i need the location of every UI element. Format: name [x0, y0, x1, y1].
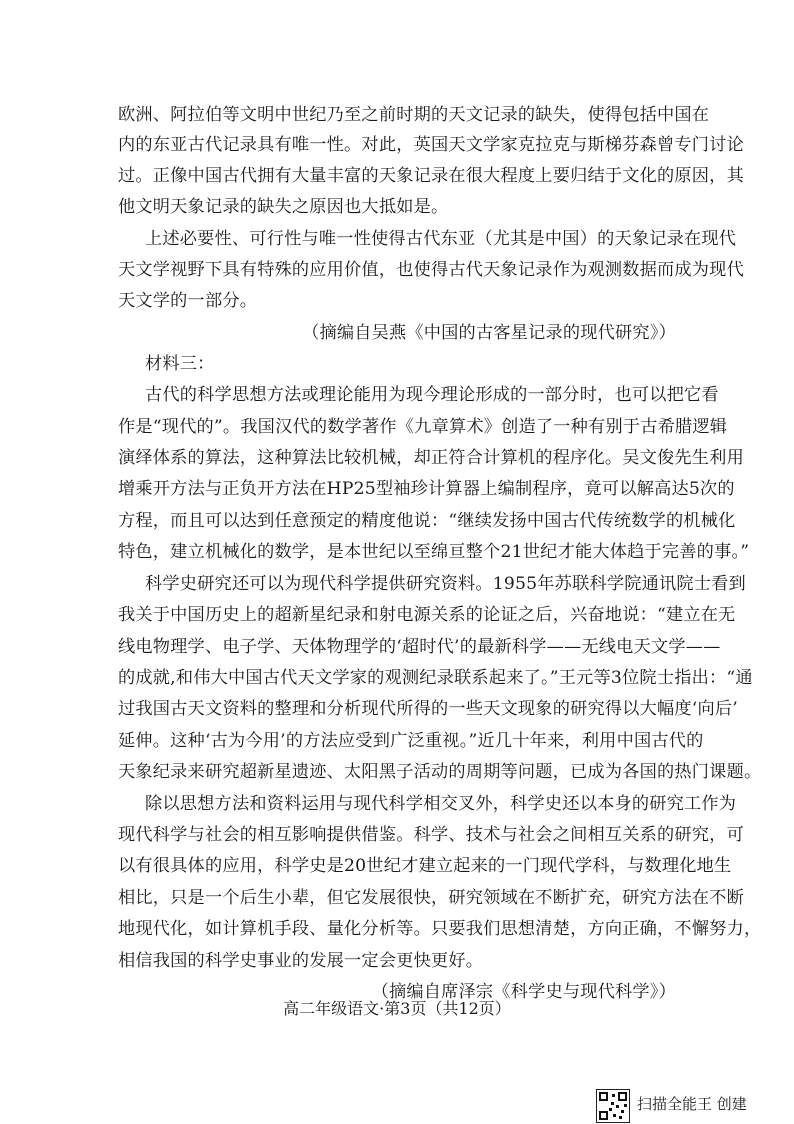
text-line: 欧洲、阿拉伯等文明中世纪乃至之前时期的天文记录的缺失，使得包括中国在 [118, 105, 710, 125]
scanner-watermark: 扫描全能王 创建 [637, 1095, 747, 1113]
text-line: 方程，而且可以达到任意预定的精度他说：“继续发扬中国古代传统数学的机械化 [118, 511, 736, 531]
text-line: 延伸。这种‘古为今用’的方法应受到广泛重视。”近几十年来，利用中国古代的 [118, 731, 704, 751]
text-line: 的成就,和伟大中国古代天文学家的观测纪录联系起来了。”王元等3位院士指出：“通 [118, 668, 753, 688]
text-line: 天文学视野下具有特殊的应用价值，也使得古代天象记录作为观测数据而成为现代 [118, 260, 744, 280]
text-line: 天象纪录来研究超新星遗迹、太阳黑子活动的周期等问题，已成为各国的热门课题。 [118, 762, 762, 782]
text-line: 以有很具体的应用，科学史是20世纪才建立起来的一门现代学科，与数理化地生 [118, 856, 732, 876]
text-line: 上述必要性、可行性与唯一性使得古代东亚（尤其是中国）的天象记录在现代 [145, 229, 737, 249]
source-citation: （摘编自席泽宗《科学史与现代科学》） [371, 982, 676, 1002]
page-footer: 高二年级语文·第3页（共12页） [283, 999, 511, 1018]
qr-code-icon [596, 1089, 630, 1123]
source-citation: （摘编自吴燕《中国的古客星记录的现代研究》） [302, 323, 676, 343]
text-line: 他文明天象记录的缺失之原因也大抵如是。 [118, 197, 449, 217]
text-line: 特色，建立机械化的数学，是本世纪以至绵亘整个21世纪才能大体趋于完善的事。” [118, 542, 750, 562]
text-line: 线电物理学、电子学、天体物理学的‘超时代’的最新科学——无线电天文学—— [118, 637, 721, 657]
text-line: 过。正像中国古代拥有大量丰富的天象记录在很大程度上要归结于文化的原因，其 [118, 166, 744, 186]
text-line: 内的东亚古代记录具有唯一性。对此，英国天文学家克拉克与斯梯芬森曾专门讨论 [118, 135, 744, 155]
text-line: 科学史研究还可以为现代科学提供研究资料。1955年苏联科学院通讯院士看到 [145, 574, 746, 594]
text-line: 过我国古天文资料的整理和分析现代所得的一些天文现象的研究得以大幅度‘向后’ [118, 699, 738, 719]
text-line: 相比，只是一个后生小辈，但它发展很快，研究领域在不断扩充，研究方法在不断 [118, 888, 744, 908]
text-line: 增乘开方法与正负开方法在HP25型袖珍计算器上编制程序，竟可以解高达5次的 [118, 479, 735, 499]
text-line: 演绎体系的算法，这种算法比较机械，却正符合计算机的程序化。吴文俊先生利用 [118, 448, 744, 468]
text-line: 现代科学与社会的相互影响提供借鉴。科学、技术与社会之间相互关系的研究，可 [118, 825, 744, 845]
text-line: 除以思想方法和资料运用与现代科学相交叉外，科学史还以本身的研究工作为 [145, 794, 737, 814]
text-line: 天文学的一部分。 [118, 291, 258, 311]
text-line: 作是“现代的”。我国汉代的数学著作《九章算术》创造了一种有别于古希腊逻辑 [118, 417, 728, 437]
section-heading: 材料三： [145, 354, 215, 374]
text-line: 地现代化，如计算机手段、量化分析等。只要我们思想清楚，方向正确，不懈努力， [118, 919, 762, 939]
text-line: 我关于中国历史上的超新星纪录和射电源关系的论证之后，兴奋地说：“建立在无 [118, 605, 736, 625]
text-line: 古代的科学思想方法或理论能用为现今理论形成的一部分时，也可以把它看 [145, 385, 719, 405]
text-line: 相信我国的科学史事业的发展一定会更快更好。 [118, 951, 484, 971]
